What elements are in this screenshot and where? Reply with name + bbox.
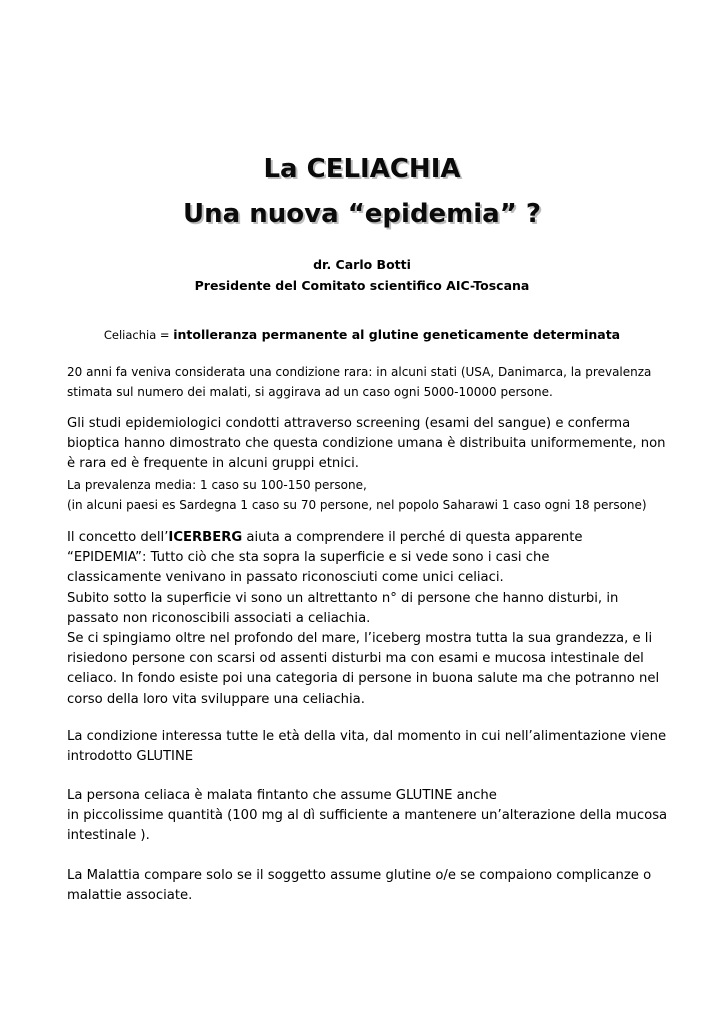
paragraph-history	[67, 362, 667, 402]
paragraph-line: bioptica hanno dimostrato che questa condizione umana è distribuita uniformemente, non	[67, 436, 666, 452]
definition-text: intolleranza permanente al glutine geneticamente determinata	[173, 327, 621, 342]
paragraph-gluten	[67, 786, 667, 847]
paragraph-line: passato non riconoscibili associati a celiachia.	[67, 610, 371, 626]
author-name: dr. Carlo Botti	[313, 257, 411, 272]
celiachia-definition	[0, 325, 724, 345]
definition-term: Celiachia =	[103, 328, 174, 342]
paragraph-line: La Malattia compare solo se il soggetto assume glutine o/e se compaiono complicanze o	[67, 868, 652, 883]
paragraph-line: Se ci spingiamo oltre nel profondo del mare, l’iceberg mostra tutta la sua grandezza, e li	[67, 631, 653, 647]
paragraph-line: 20 anni fa veniva considerata una condizione rara: in alcuni stati (USA, Danimarca, la prevalenza	[67, 365, 652, 379]
iceberg-suffix: aiuta a comprendere il perché di questa apparente	[242, 530, 583, 545]
paragraph-line	[67, 528, 667, 548]
paragraph-line: intestinale ).	[67, 828, 150, 844]
paragraph-line: introdotto GLUTINE	[67, 749, 194, 765]
paragraph-line: malattie associate.	[67, 888, 193, 904]
paragraph-line: “EPIDEMIA”: Tutto ciò che sta sopra la superficie e si vede sono i casi che	[67, 550, 550, 566]
paragraph-line: Gli studi epidemiologici condotti attraverso screening (esami del sangue) e conferma	[67, 416, 631, 431]
paragraph-line: Subito sotto la superficie vi sono un altrettanto n° di persone che hanno disturbi, in	[67, 590, 619, 606]
paragraph-line: La condizione interessa tutte le età della vita, dal momento in cui nell’alimentazione viene	[67, 729, 667, 744]
paragraph-line: risiedono persone con scarsi od assenti disturbi ma con esami e mucosa intestinale del	[67, 651, 644, 667]
iceberg-prefix: Il concetto dell’	[67, 530, 169, 545]
paragraph-iceberg	[67, 528, 667, 710]
author-role: Presidente del Comitato scientifico AIC-Toscana	[194, 278, 530, 293]
iceberg-keyword: ICERBERG	[168, 530, 243, 545]
paragraph-line: stimata sul numero dei malati, si aggirava ad un caso ogni 5000-10000 persone.	[67, 385, 553, 399]
paragraph-line: classicamente venivano in passato riconosciuti come unici celiaci.	[67, 570, 504, 586]
paragraph-line: è rara ed è frequente in alcuni gruppi etnici.	[67, 456, 359, 472]
paragraph-epidemiology	[67, 414, 667, 515]
document-subtitle: Una nuova “epidemia” ?	[183, 199, 541, 229]
paragraph-line: in piccolissime quantità (100 mg al dì sufficiente a mantenere un’alterazione della mucosa	[67, 808, 668, 824]
paragraph-line: La persona celiaca è malata fintanto che assume GLUTINE anche	[67, 788, 497, 803]
paragraph-disease	[67, 866, 667, 906]
paragraph-line: corso della loro vita sviluppare una celiachia.	[67, 691, 365, 707]
document-title: La CELIACHIA	[263, 154, 461, 184]
prevalence-line: (in alcuni paesi es Sardegna 1 caso su 70 persone, nel popolo Saharawi 1 caso ogni 18 persone)	[67, 497, 647, 512]
prevalence-line: La prevalenza media: 1 caso su 100-150 persone,	[67, 477, 367, 492]
paragraph-line: celiaco. In fondo esiste poi una categoria di persone in buona salute ma che potranno nel	[67, 671, 660, 687]
paragraph-ages	[67, 727, 667, 767]
